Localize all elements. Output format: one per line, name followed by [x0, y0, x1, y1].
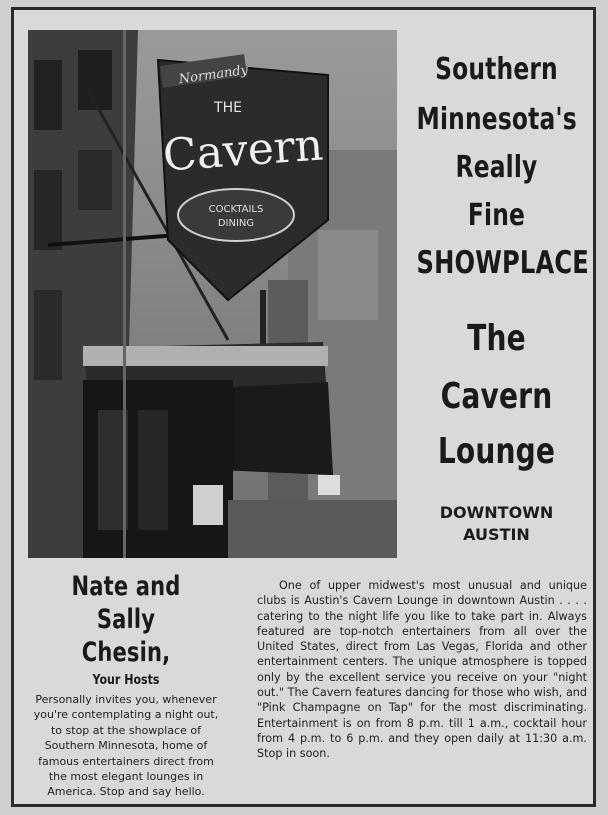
headline-line3-wrap [394, 150, 599, 186]
headline-line3: Really [455, 150, 538, 185]
venue-line1-wrap [394, 310, 599, 368]
storefront-photo [28, 30, 397, 558]
headline-line4: Fine [467, 198, 526, 233]
storefront-illustration [28, 30, 397, 558]
hosts-name-line2: Chesin, [81, 637, 171, 668]
hosts-column [28, 570, 224, 800]
venue-line3-wrap [394, 423, 599, 481]
headline-line4-wrap [394, 198, 599, 234]
venue-lounge: Lounge [437, 431, 556, 472]
sign-top-text: Normandy [177, 62, 249, 88]
hosts-subtitle: Your Hosts [92, 673, 160, 688]
hosts-invitation-text: Personally invites you, whenever you're contemplating a night out, to stop at the showplace of Southern Minnesota, home of famous entertainers direct from the most elegant lounges in America. Stop and say hello. [33, 693, 219, 799]
headline-line1: Southern [435, 52, 558, 87]
headline-line2-wrap [394, 102, 599, 138]
advertisement [11, 7, 596, 807]
headline-line1-wrap [394, 52, 599, 88]
location-line2: AUSTIN [463, 525, 530, 544]
sign-name-text: Cavern [161, 119, 325, 182]
sign-line1-text: COCKTAILS [208, 204, 264, 215]
venue-the: The [467, 318, 526, 359]
venue-line2-wrap [394, 368, 599, 426]
sign-line2-text: DINING [217, 218, 255, 229]
location-line1: DOWNTOWN [439, 503, 554, 522]
venue-cavern: Cavern [440, 376, 553, 417]
hosts-name-line1: Nate and Sally [71, 571, 181, 635]
headline-line2: Minnesota's [416, 102, 577, 137]
headline-line5-wrap [394, 245, 599, 281]
sign-the-text: THE [214, 100, 242, 116]
headline-showplace: SHOWPLACE [416, 245, 589, 281]
headline-column [394, 10, 599, 570]
description-text: One of upper midwest's most unusual and unique clubs is Austin's Cavern Lounge in downtown Austin . . . . catering to the night life you like to take part in. Always featured are top-notch entertainers from all over the United States, direct from Las Vegas, Florida and other entertainment centers. The unique atmosphere is topped only by the excellent service you receive on your "night out." The Cavern features dancing for those who wish, and "Pink Champagne on Tap" for the most discriminating. Entertainment is on from 8 p.m. till 1 a.m., cocktail hour from 4 p.m. to 6 p.m. and they open daily at 11:30 a.m. Stop in soon. [257, 579, 587, 761]
